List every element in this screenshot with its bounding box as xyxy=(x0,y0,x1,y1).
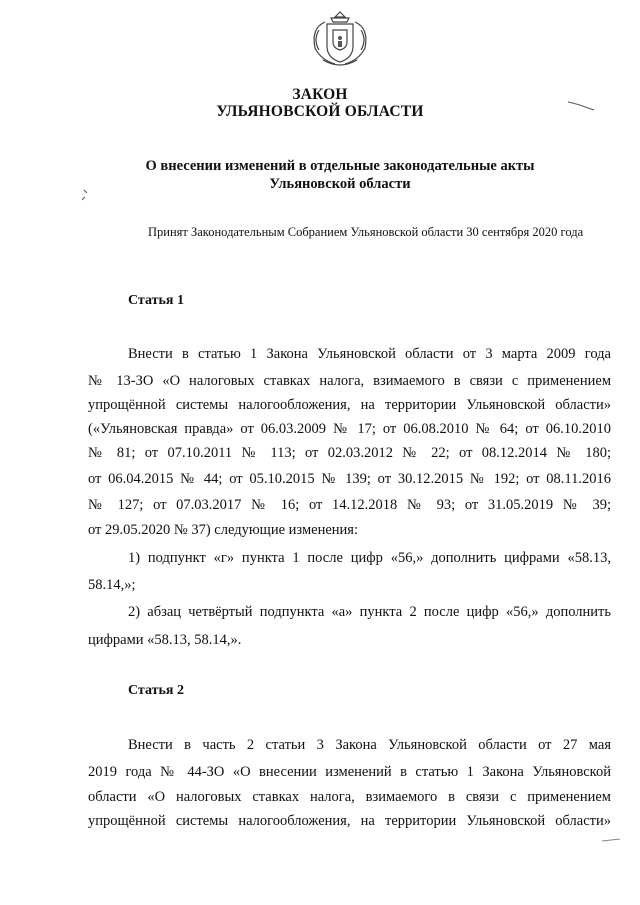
article-1-line: от 29.05.2020 № 37) следующие изменения: xyxy=(88,522,358,538)
item-2-line: 2) абзац четвёртый подпункта «а» пункта 2 после цифр «56,» дополнить xyxy=(128,604,611,620)
article-1-line: № 127; от 07.03.2017 № 16; от 14.12.2018 № 93; от 31.05.2019 № 39; xyxy=(88,497,611,513)
pen-mark xyxy=(600,836,624,844)
article-1-line: упрощённой системы налогообложения, на территории Ульяновской области» xyxy=(88,397,611,413)
article-2-line: области «О налоговых ставках налога, взимаемого в связи с применением xyxy=(88,789,611,805)
pen-mark xyxy=(80,188,92,204)
subject-line-1: О внесении изменений в отдельные законодательные акты xyxy=(145,158,535,174)
article-2-line: Внести в часть 2 статьи 3 Закона Ульяновской области от 27 мая xyxy=(128,737,611,753)
article-1-line: («Ульяновская правда» от 06.03.2009 № 17; от 06.08.2010 № 64; от 06.10.2010 xyxy=(88,421,611,437)
adoption-note: Принят Законодательным Собранием Ульяновской области 30 сентября 2020 года xyxy=(148,225,584,239)
article-1-line: Внести в статью 1 Закона Ульяновской области от 3 марта 2009 года xyxy=(128,346,611,362)
coat-of-arms-icon xyxy=(305,8,375,70)
article-1-line: № 13-ЗО «О налоговых ставках налога, взимаемого в связи с применением xyxy=(88,373,611,389)
item-2-line: цифрами «58.13, 58.14,». xyxy=(88,632,242,648)
article-1-line: от 06.04.2015 № 44; от 05.10.2015 № 139; от 30.12.2015 № 192; от 08.11.2016 xyxy=(88,471,611,487)
law-title: ЗАКОН xyxy=(292,86,348,103)
region-title: УЛЬЯНОВСКОЙ ОБЛАСТИ xyxy=(216,103,424,120)
item-1-line: 1) подпункт «г» пункта 1 после цифр «56,» дополнить цифрами «58.13, xyxy=(128,550,611,566)
article-1-heading: Статья 1 xyxy=(128,293,184,308)
article-2-heading: Статья 2 xyxy=(128,683,184,698)
pen-mark xyxy=(566,100,598,112)
article-1-line: № 81; от 07.10.2011 № 113; от 02.03.2012 № 22; от 08.12.2014 № 180; xyxy=(88,445,611,461)
article-2-line: 2019 года № 44-ЗО «О внесении изменений в статью 1 Закона Ульяновской xyxy=(88,764,611,780)
subject-line-2: Ульяновской области xyxy=(269,176,411,192)
article-2-line: упрощённой системы налогообложения, на территории Ульяновской области» xyxy=(88,813,611,829)
item-1-line: 58.14,»; xyxy=(88,577,136,593)
